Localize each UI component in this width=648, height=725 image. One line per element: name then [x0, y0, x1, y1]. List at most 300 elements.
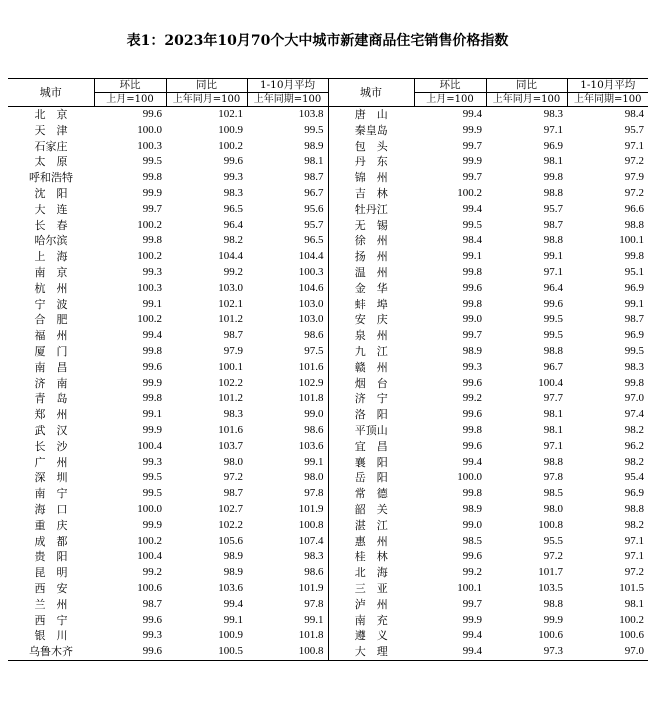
avg-cell: 97.1 [624, 139, 644, 152]
mom-cell: 100.4 [137, 550, 162, 563]
table-row [8, 344, 648, 360]
mom-cell: 99.5 [142, 487, 162, 500]
city-cell: 金 华 [328, 281, 414, 297]
avg-cell: 98.6 [304, 329, 324, 342]
avg-cell: 100.3 [298, 265, 324, 278]
mom-cell: 99.1 [462, 250, 482, 263]
table-row [8, 170, 648, 186]
avg-cell: 97.9 [624, 171, 644, 184]
city-cell: 包 头 [328, 139, 414, 155]
yoy-cell: 99.9 [543, 613, 563, 626]
city-cell: 兰 州 [34, 597, 68, 611]
yoy-cell: 98.7 [543, 218, 563, 231]
yoy-cell: 97.8 [543, 471, 563, 484]
avg-cell: 100.1 [619, 234, 644, 247]
mom-cell: 99.6 [462, 376, 482, 389]
avg-cell: 96.2 [624, 439, 644, 452]
table-row [8, 534, 648, 550]
mom-cell: 99.8 [462, 297, 482, 310]
mom-cell: 100.0 [137, 123, 162, 136]
avg-cell: 99.8 [624, 376, 644, 389]
table-row [8, 613, 648, 629]
city-cell: 无 锡 [328, 218, 414, 234]
avg-cell: 95.6 [304, 202, 324, 215]
avg-cell: 101.5 [619, 581, 644, 594]
table-row [8, 565, 648, 581]
yoy-cell: 103.6 [218, 581, 243, 594]
yoy-cell: 103.7 [218, 439, 243, 452]
mom-cell: 98.5 [462, 534, 482, 547]
city-cell: 长 沙 [34, 439, 68, 453]
mom-base-right: 上月=100 [414, 93, 486, 107]
city-cell: 济 宁 [328, 391, 414, 407]
table-row [8, 360, 648, 376]
mom-cell: 99.8 [462, 487, 482, 500]
yoy-cell: 96.4 [543, 281, 563, 294]
yoy-cell: 97.1 [543, 265, 563, 278]
avg-base-right: 上年同期=100 [567, 93, 648, 107]
city-cell: 乌鲁木齐 [8, 644, 94, 660]
yoy-cell: 98.8 [543, 597, 563, 610]
yoy-cell: 102.2 [218, 518, 243, 531]
price-index-table [8, 78, 648, 661]
mom-cell: 99.8 [142, 344, 162, 357]
table-row [8, 139, 648, 155]
avg-cell: 96.7 [304, 186, 324, 199]
mom-cell: 99.9 [462, 613, 482, 626]
mom-cell: 99.4 [142, 329, 162, 342]
city-cell: 蚌 埠 [328, 297, 414, 313]
avg-cell: 100.8 [298, 518, 324, 531]
yoy-cell: 95.7 [543, 202, 563, 215]
table-row [8, 154, 648, 170]
yoy-cell: 100.9 [218, 629, 243, 642]
city-cell: 大 连 [34, 202, 68, 216]
mom-cell: 99.5 [142, 155, 162, 168]
yoy-cell: 97.3 [486, 644, 567, 660]
city-cell: 泉 州 [328, 328, 414, 344]
table-row [8, 202, 648, 218]
city-header-right: 城市 [328, 79, 414, 107]
avg-cell: 95.1 [624, 265, 644, 278]
yoy-cell: 102.2 [218, 376, 243, 389]
avg-cell: 97.0 [624, 392, 644, 405]
mom-cell: 99.7 [462, 139, 482, 152]
yoy-cell: 101.2 [218, 392, 243, 405]
avg-cell: 102.9 [298, 376, 324, 389]
table-row [8, 218, 648, 234]
yoy-cell: 98.5 [543, 487, 563, 500]
yoy-cell: 105.6 [218, 534, 243, 547]
mom-cell: 99.9 [142, 186, 162, 199]
mom-cell: 100.3 [137, 139, 162, 152]
yoy-cell: 101.7 [538, 566, 563, 579]
avg-cell: 99.1 [304, 613, 324, 626]
city-cell: 厦 门 [34, 344, 68, 358]
city-cell: 宜 昌 [328, 439, 414, 455]
table-row [8, 407, 648, 423]
avg-cell: 104.4 [298, 250, 324, 263]
yoy-cell: 99.5 [543, 313, 563, 326]
mom-cell: 99.3 [142, 455, 162, 468]
table-row [8, 186, 648, 202]
city-cell: 惠 州 [328, 534, 414, 550]
yoy-cell: 100.6 [538, 629, 563, 642]
avg-cell: 98.7 [304, 171, 324, 184]
city-cell: 南 京 [34, 265, 68, 279]
city-cell: 北 海 [328, 565, 414, 581]
avg-cell: 96.9 [624, 329, 644, 342]
city-cell: 北 京 [34, 108, 68, 121]
avg-cell: 99.1 [304, 455, 324, 468]
yoy-cell: 104.4 [218, 250, 243, 263]
mom-cell: 99.6 [142, 360, 162, 373]
mom-cell: 99.6 [462, 439, 482, 452]
city-cell: 温 州 [328, 265, 414, 281]
city-cell: 平顶山 [328, 423, 414, 439]
mom-header-left: 环比 [94, 79, 166, 93]
city-cell: 宁 波 [34, 297, 68, 311]
yoy-cell: 98.1 [543, 408, 563, 421]
avg-cell: 98.3 [304, 550, 324, 563]
mom-cell: 99.6 [142, 108, 162, 120]
mom-cell: 100.1 [457, 581, 482, 594]
city-cell: 昆 明 [34, 566, 68, 580]
avg-cell: 98.1 [304, 155, 324, 168]
avg-cell: 99.0 [304, 408, 324, 421]
avg-cell: 103.8 [298, 108, 324, 120]
avg-cell: 96.6 [624, 202, 644, 215]
table-row [8, 297, 648, 313]
avg-cell: 101.9 [298, 502, 324, 515]
yoy-header-left: 同比 [166, 79, 247, 93]
avg-cell: 98.7 [624, 313, 644, 326]
avg-base-left: 上年同期=100 [247, 93, 328, 107]
mom-cell: 99.2 [462, 392, 482, 405]
avg-cell: 100.6 [619, 629, 644, 642]
city-cell: 唐 山 [328, 107, 414, 123]
mom-cell: 99.6 [462, 281, 482, 294]
mom-cell: 100.2 [137, 250, 162, 263]
avg-cell: 107.4 [298, 534, 324, 547]
yoy-cell: 95.5 [543, 534, 563, 547]
yoy-cell: 96.9 [543, 139, 563, 152]
mom-cell: 99.1 [142, 408, 162, 421]
avg-cell: 97.1 [624, 534, 644, 547]
city-cell: 西 安 [34, 581, 68, 595]
yoy-cell: 97.1 [543, 123, 563, 136]
mom-cell: 100.6 [137, 581, 162, 594]
mom-cell: 100.4 [137, 439, 162, 452]
yoy-cell: 99.1 [543, 250, 563, 263]
yoy-cell: 103.5 [538, 581, 563, 594]
avg-cell: 98.1 [624, 597, 644, 610]
avg-cell: 97.1 [624, 550, 644, 563]
mom-cell: 99.0 [462, 518, 482, 531]
city-cell: 徐 州 [328, 233, 414, 249]
table-row [8, 549, 648, 565]
table-row [8, 644, 648, 660]
page-title: 表1：2023年10月70个大中城市新建商品住宅销售价格指数 [126, 33, 509, 49]
city-cell: 桂 林 [328, 549, 414, 565]
city-cell: 丹 东 [328, 154, 414, 170]
mom-cell: 99.1 [142, 297, 162, 310]
mom-cell: 98.9 [462, 344, 482, 357]
city-cell: 襄 阳 [328, 455, 414, 471]
yoy-cell: 96.5 [223, 202, 243, 215]
city-cell: 湛 江 [328, 518, 414, 534]
mom-cell: 99.6 [94, 644, 166, 660]
table-row [8, 123, 648, 139]
avg-cell: 98.6 [304, 566, 324, 579]
city-cell: 九 江 [328, 344, 414, 360]
mom-cell: 100.2 [137, 534, 162, 547]
table-row [8, 470, 648, 486]
city-cell: 武 汉 [34, 423, 68, 437]
yoy-cell: 99.6 [543, 297, 563, 310]
yoy-cell: 97.1 [543, 439, 563, 452]
city-cell: 南 昌 [34, 360, 68, 374]
table-row [8, 391, 648, 407]
mom-cell: 99.5 [142, 471, 162, 484]
avg-cell: 101.8 [298, 392, 324, 405]
city-cell: 青 岛 [34, 392, 68, 406]
mom-cell: 99.3 [142, 629, 162, 642]
mom-cell: 99.2 [462, 566, 482, 579]
mom-cell: 99.9 [462, 123, 482, 136]
yoy-cell: 98.1 [543, 155, 563, 168]
avg-cell: 97.2 [624, 566, 644, 579]
yoy-cell: 98.3 [543, 108, 563, 120]
city-cell: 杭 州 [34, 281, 68, 295]
city-cell: 锦 州 [328, 170, 414, 186]
yoy-cell: 97.2 [223, 471, 243, 484]
table-row [8, 423, 648, 439]
city-cell: 南 充 [328, 613, 414, 629]
avg-cell: 97.0 [567, 644, 648, 660]
mom-cell: 100.0 [457, 471, 482, 484]
avg-cell: 103.0 [298, 313, 324, 326]
yoy-cell: 102.1 [218, 297, 243, 310]
avg-cell: 103.0 [298, 297, 324, 310]
mom-cell: 99.9 [142, 518, 162, 531]
yoy-cell: 103.0 [218, 281, 243, 294]
city-cell: 三 亚 [328, 581, 414, 597]
avg-cell: 98.2 [624, 423, 644, 436]
yoy-cell: 98.8 [543, 234, 563, 247]
avg-cell: 99.5 [624, 344, 644, 357]
city-cell: 太 原 [34, 155, 68, 169]
city-cell: 韶 关 [328, 502, 414, 518]
avg-cell: 98.6 [304, 423, 324, 436]
yoy-cell: 98.0 [223, 455, 243, 468]
table-row [8, 328, 648, 344]
city-cell: 洛 阳 [328, 407, 414, 423]
mom-cell: 100.2 [137, 313, 162, 326]
yoy-cell: 99.3 [223, 171, 243, 184]
avg-cell: 95.7 [304, 218, 324, 231]
avg-cell: 97.2 [624, 155, 644, 168]
avg-header-right: 1-10月平均 [567, 79, 648, 93]
yoy-cell: 97.7 [543, 392, 563, 405]
yoy-cell: 100.8 [538, 518, 563, 531]
mom-cell: 100.3 [137, 281, 162, 294]
avg-cell: 100.2 [619, 613, 644, 626]
mom-cell: 99.6 [142, 613, 162, 626]
mom-cell: 99.4 [462, 455, 482, 468]
table-row [8, 249, 648, 265]
avg-cell: 97.8 [304, 487, 324, 500]
mom-cell: 99.4 [462, 108, 482, 120]
city-cell: 福 州 [34, 329, 68, 343]
city-cell: 天 津 [34, 123, 68, 137]
city-cell: 常 德 [328, 486, 414, 502]
mom-cell: 99.6 [462, 550, 482, 563]
yoy-cell: 98.2 [223, 234, 243, 247]
avg-cell: 100.8 [247, 644, 328, 660]
avg-cell: 96.9 [624, 487, 644, 500]
yoy-cell: 101.6 [218, 423, 243, 436]
mom-cell: 99.7 [142, 202, 162, 215]
table-row [8, 376, 648, 392]
mom-cell: 100.2 [137, 218, 162, 231]
mom-cell: 99.4 [462, 202, 482, 215]
city-cell: 沈 阳 [34, 186, 68, 200]
avg-cell: 97.8 [304, 597, 324, 610]
avg-cell: 99.1 [624, 297, 644, 310]
yoy-cell: 100.9 [218, 123, 243, 136]
yoy-cell: 98.7 [223, 329, 243, 342]
mom-cell: 100.0 [137, 502, 162, 515]
mom-cell: 98.4 [462, 234, 482, 247]
avg-cell: 97.4 [624, 408, 644, 421]
city-cell: 贵 阳 [34, 550, 68, 564]
mom-cell: 99.7 [462, 597, 482, 610]
avg-cell: 98.4 [624, 108, 644, 120]
table-row [8, 455, 648, 471]
yoy-cell: 101.2 [218, 313, 243, 326]
avg-cell: 97.2 [624, 186, 644, 199]
avg-header-left: 1-10月平均 [247, 79, 328, 93]
city-cell: 牡丹江 [328, 202, 414, 218]
city-cell: 重 庆 [34, 518, 68, 532]
mom-cell: 98.9 [462, 502, 482, 515]
mom-cell: 99.8 [142, 234, 162, 247]
yoy-base-left: 上年同月=100 [166, 93, 247, 107]
yoy-cell: 98.9 [223, 550, 243, 563]
table-row [8, 628, 648, 644]
avg-cell: 99.5 [304, 123, 324, 136]
table-row [8, 581, 648, 597]
mom-cell: 99.7 [462, 329, 482, 342]
yoy-cell: 100.4 [538, 376, 563, 389]
mom-cell: 99.9 [142, 376, 162, 389]
yoy-cell: 99.4 [223, 597, 243, 610]
city-cell: 大 理 [328, 644, 414, 660]
city-cell: 深 圳 [34, 471, 68, 485]
avg-cell: 96.5 [304, 234, 324, 247]
mom-cell: 99.3 [462, 360, 482, 373]
table-row [8, 597, 648, 613]
yoy-cell: 99.8 [543, 171, 563, 184]
avg-cell: 101.8 [298, 629, 324, 642]
city-cell: 扬 州 [328, 249, 414, 265]
yoy-cell: 98.0 [543, 502, 563, 515]
mom-header-right: 环比 [414, 79, 486, 93]
mom-cell: 99.4 [414, 644, 486, 660]
yoy-cell: 98.9 [223, 566, 243, 579]
avg-cell: 95.7 [624, 123, 644, 136]
yoy-cell: 96.7 [543, 360, 563, 373]
yoy-cell: 98.3 [223, 186, 243, 199]
city-header-left: 城市 [8, 79, 94, 107]
table-row [8, 265, 648, 281]
yoy-cell: 98.7 [223, 487, 243, 500]
yoy-cell: 100.1 [218, 360, 243, 373]
city-cell: 成 都 [34, 534, 68, 548]
yoy-cell: 96.4 [223, 218, 243, 231]
city-cell: 济 南 [34, 376, 68, 390]
mom-cell: 99.7 [462, 171, 482, 184]
mom-cell: 99.9 [462, 155, 482, 168]
yoy-cell: 97.9 [223, 344, 243, 357]
mom-cell: 99.2 [142, 566, 162, 579]
yoy-cell: 98.3 [223, 408, 243, 421]
yoy-cell: 97.2 [543, 550, 563, 563]
yoy-base-right: 上年同月=100 [486, 93, 567, 107]
table-row [8, 518, 648, 534]
mom-cell: 99.5 [462, 218, 482, 231]
mom-cell: 99.8 [462, 265, 482, 278]
yoy-cell: 98.8 [543, 186, 563, 199]
yoy-cell: 98.1 [543, 423, 563, 436]
city-cell: 银 川 [34, 629, 68, 643]
mom-cell: 99.8 [142, 392, 162, 405]
yoy-cell: 100.5 [166, 644, 247, 660]
avg-cell: 98.2 [624, 518, 644, 531]
mom-cell: 99.9 [142, 423, 162, 436]
avg-cell: 104.6 [298, 281, 324, 294]
yoy-cell: 98.8 [543, 344, 563, 357]
yoy-cell: 99.5 [543, 329, 563, 342]
city-cell: 遵 义 [328, 628, 414, 644]
yoy-cell: 98.8 [543, 455, 563, 468]
mom-cell: 99.8 [142, 171, 162, 184]
city-cell: 哈尔滨 [34, 234, 68, 248]
table-row [8, 107, 648, 123]
city-cell: 泸 州 [328, 597, 414, 613]
city-cell: 西 宁 [34, 613, 68, 627]
avg-cell: 96.9 [624, 281, 644, 294]
table-row [8, 281, 648, 297]
city-cell: 长 春 [34, 218, 68, 232]
mom-cell: 99.8 [462, 423, 482, 436]
avg-cell: 98.2 [624, 455, 644, 468]
table-row [8, 233, 648, 249]
mom-cell: 99.6 [462, 408, 482, 421]
yoy-header-right: 同比 [486, 79, 567, 93]
avg-cell: 98.9 [304, 139, 324, 152]
yoy-cell: 99.2 [223, 265, 243, 278]
city-cell: 赣 州 [328, 360, 414, 376]
yoy-cell: 99.1 [223, 613, 243, 626]
avg-cell: 98.8 [624, 502, 644, 515]
city-cell: 秦皇岛 [328, 123, 414, 139]
avg-cell: 97.5 [304, 344, 324, 357]
avg-cell: 98.3 [624, 360, 644, 373]
mom-cell: 98.7 [142, 597, 162, 610]
city-cell: 吉 林 [328, 186, 414, 202]
